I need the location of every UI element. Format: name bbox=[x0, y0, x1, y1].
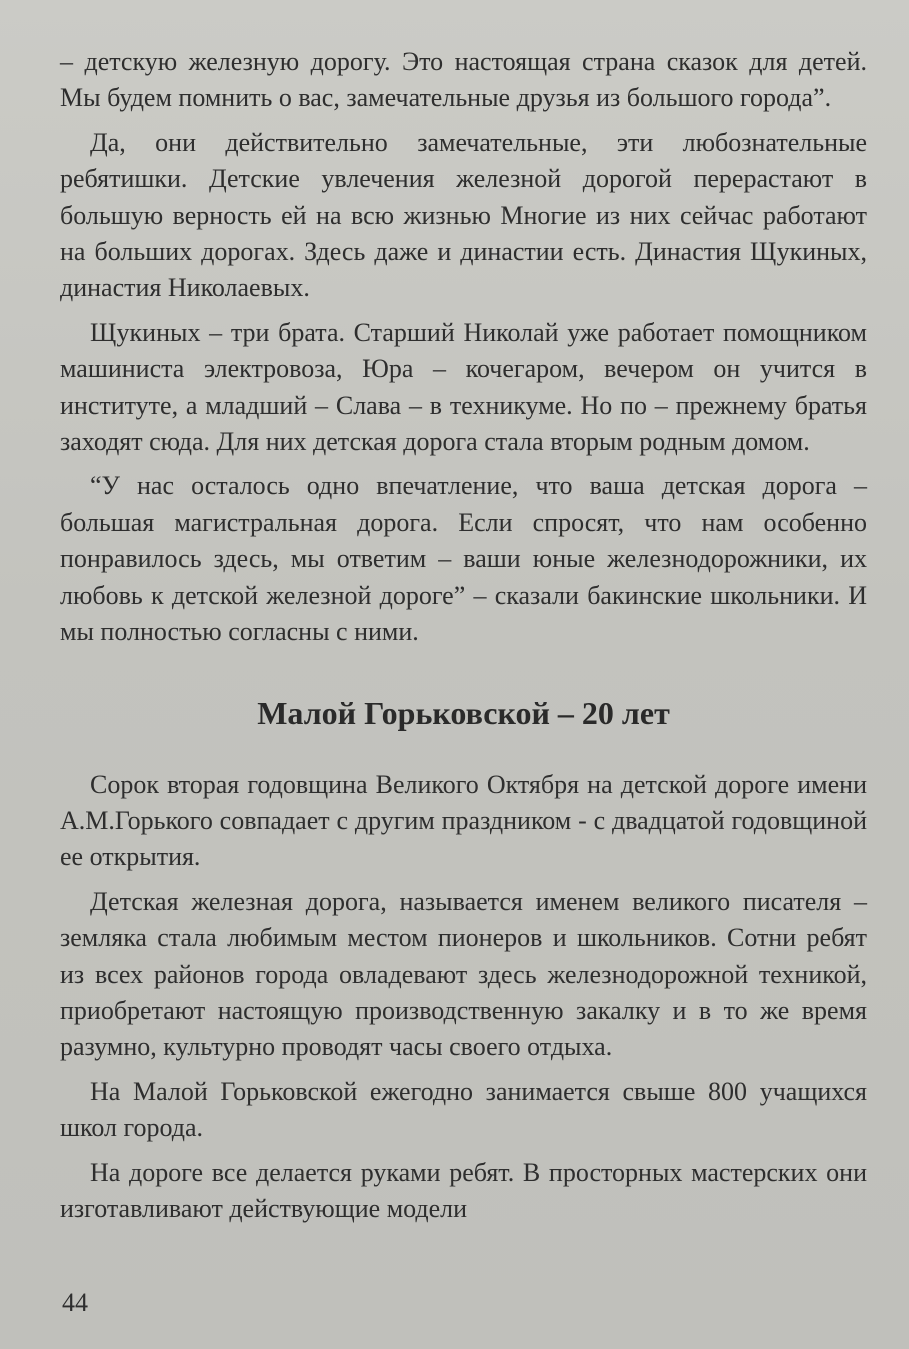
page-number: 44 bbox=[62, 1288, 88, 1317]
paragraph: “У нас осталось одно впечатление, что ваша детская дорога – большая магистральная дорога. Если спросят, что нам особенно понравилось здесь, мы ответим – ваши юные железнодорожники, их любовь к детской железной дороге” – сказали бакинские школьники. И мы полностью согласны с ними. bbox=[60, 471, 867, 647]
section-heading: Малой Горьковской – 20 лет bbox=[257, 694, 670, 731]
paragraph: На дороге все делается руками ребят. В просторных мастерских они изготавливают действующие модели bbox=[60, 1157, 867, 1223]
paragraph: Детская железная дорога, называется именем великого писателя – земляка стала любимым местом пионеров и школьников. Сотни ребят из всех районов города овладевают здесь железнодорожной техникой, приобретают настоящую производственную закалку и в то же время разумно, культурно проводят часы своего отдыха. bbox=[60, 886, 867, 1062]
paragraph: Щукиных – три брата. Старший Николай уже работает помощником машиниста электровоза, Юра – кочегаром, вечером он учится в институте, а младший – Слава – в техникуме. Но по – прежнему братья заходят сюда. Для них детская дорога стала вторым родным домом. bbox=[60, 317, 867, 457]
paragraph: Да, они действительно замечательные, эти любознательные ребятишки. Детские увлечения железной дорогой перерастают в большую верность ей на всю жизнью Многие из них сейчас работают на больших дорогах. Здесь даже и династии есть. Династия Щукиных, династия Николаевых. bbox=[60, 127, 867, 303]
paragraph: Сорок вторая годовщина Великого Октября на детской дороге имени А.М.Горького совпадает с другим праздником - с двадцатой годовщиной ее открытия. bbox=[60, 769, 867, 872]
paragraph-continued: – детскую железную дорогу. Это настоящая страна сказок для детей. Мы будем помнить о вас, замечательные друзья из большого города”. bbox=[60, 47, 867, 113]
paragraph: На Малой Горьковской ежегодно занимается свыше 800 учащихся школ города. bbox=[60, 1076, 867, 1143]
